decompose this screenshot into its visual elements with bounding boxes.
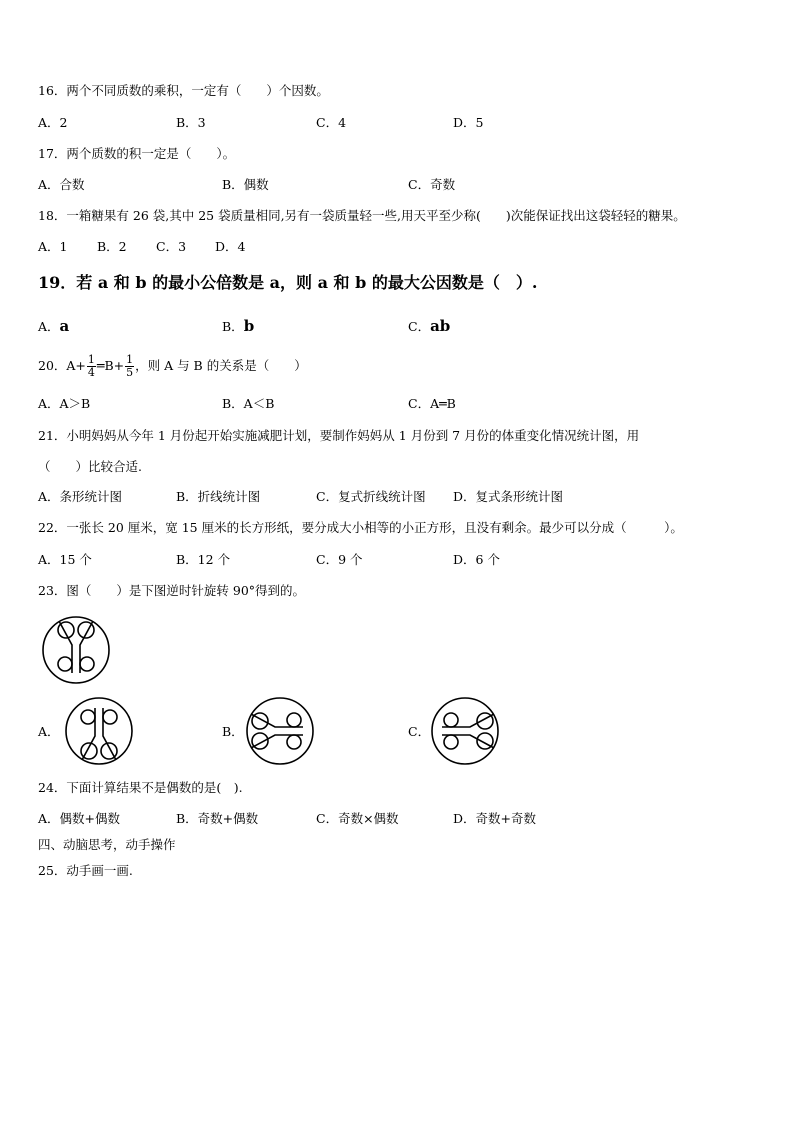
q21-option-a: A．条形统计图 xyxy=(38,489,123,504)
q17-option-c: C．奇数 xyxy=(408,177,456,192)
q19-option-c-label: C． xyxy=(408,319,431,334)
q19-option-b-label: B． xyxy=(222,319,244,334)
q23-option-a-label: A． xyxy=(38,724,60,739)
q20-fraction-2-numerator: 1 xyxy=(126,353,134,366)
q19-option-a-value: a xyxy=(59,317,70,335)
q22-option-c: C．9 个 xyxy=(316,552,363,567)
q20-fraction-2 xyxy=(125,354,134,379)
q18-option-d: D．4 xyxy=(215,239,246,254)
q17-option-a: A．合数 xyxy=(38,177,85,192)
q22-option-d: D．6 个 xyxy=(453,552,500,567)
q18-option-a: A．1 xyxy=(38,239,68,254)
q20-fraction-1 xyxy=(87,354,96,379)
q24-option-a: A．偶数+偶数 xyxy=(38,811,121,826)
q16-option-a: A．2 xyxy=(38,115,68,130)
q21-option-d: D．复式条形统计图 xyxy=(453,489,564,504)
q23-stem: 23．图（ ）是下图逆时针旋转 90°得到的。 xyxy=(38,583,306,598)
q18-stem: 18．一箱糖果有 26 袋,其中 25 袋质量相同,另有一袋质量轻一些,用天平至少称( )次能保证找出这袋轻轻的糖果。 xyxy=(38,208,686,223)
q20-fraction-1-denominator: 4 xyxy=(87,366,95,379)
q20-option-b: B．A＜B xyxy=(222,396,275,411)
q17-stem: 17．两个质数的积一定是（ ）。 xyxy=(38,146,236,161)
q20-option-a: A．A＞B xyxy=(38,396,91,411)
q25-stem: 25．动手画一画. xyxy=(38,863,133,878)
q23-option-b-label: B． xyxy=(222,724,244,739)
q19-option-b xyxy=(222,317,254,336)
q20-suffix: ，则 A 与 B 的关系是（ ） xyxy=(135,358,307,373)
q24-option-b: B．奇数+偶数 xyxy=(176,811,259,826)
q21-stem-line2: （ ）比较合适. xyxy=(38,459,142,474)
q16-option-c: C．4 xyxy=(316,115,347,130)
q20-fraction-1-numerator: 1 xyxy=(87,353,95,366)
q19-option-a xyxy=(38,317,69,336)
q23-option-a-figure xyxy=(64,696,134,766)
q21-option-b: B．折线统计图 xyxy=(176,489,261,504)
q23-option-c-label: C． xyxy=(408,724,431,739)
q19-option-c-value: ab xyxy=(430,317,451,335)
q22-stem: 22．一张长 20 厘米，宽 15 厘米的长方形纸，要分成大小相等的小正方形，且没有剩余。最少可以分成（ ）。 xyxy=(38,520,683,535)
q16-stem: 16．两个不同质数的乘积，一定有（ ）个因数。 xyxy=(38,83,329,98)
q20-stem xyxy=(38,351,307,381)
q23-option-c-figure xyxy=(430,696,500,766)
q24-option-d: D．奇数+奇数 xyxy=(453,811,536,826)
q18-option-b: B．2 xyxy=(97,239,127,254)
q20-mid: ═B+ xyxy=(96,358,125,373)
q18-option-c: C．3 xyxy=(156,239,187,254)
q20-prefix: 20．A+ xyxy=(38,358,86,373)
q16-option-b: B．3 xyxy=(176,115,206,130)
q22-option-a: A．15 个 xyxy=(38,552,92,567)
q19-option-c xyxy=(408,317,450,336)
q20-fraction-2-denominator: 5 xyxy=(126,366,134,379)
q16-option-d: D．5 xyxy=(453,115,484,130)
q22-option-b: B．12 个 xyxy=(176,552,231,567)
q19-option-b-value: b xyxy=(243,317,255,335)
section-4-title: 四、动脑思考，动手操作 xyxy=(38,837,176,852)
q20-option-c: C．A═B xyxy=(408,396,456,411)
q23-reference-figure xyxy=(41,615,111,685)
q21-stem-line1: 21．小明妈妈从今年 1 月份起开始实施减肥计划，要制作妈妈从 1 月份到 7 月份的体重变化情况统计图，用 xyxy=(38,428,640,443)
q19-stem: 19．若 a 和 b 的最小公倍数是 a，则 a 和 b 的最大公因数是（ ）. xyxy=(38,273,538,292)
q21-option-c: C．复式折线统计图 xyxy=(316,489,426,504)
q24-stem: 24．下面计算结果不是偶数的是( ). xyxy=(38,780,243,795)
q23-option-b-figure xyxy=(245,696,315,766)
q19-option-a-label: A． xyxy=(38,319,60,334)
q24-option-c: C．奇数×偶数 xyxy=(316,811,399,826)
q17-option-b: B．偶数 xyxy=(222,177,269,192)
